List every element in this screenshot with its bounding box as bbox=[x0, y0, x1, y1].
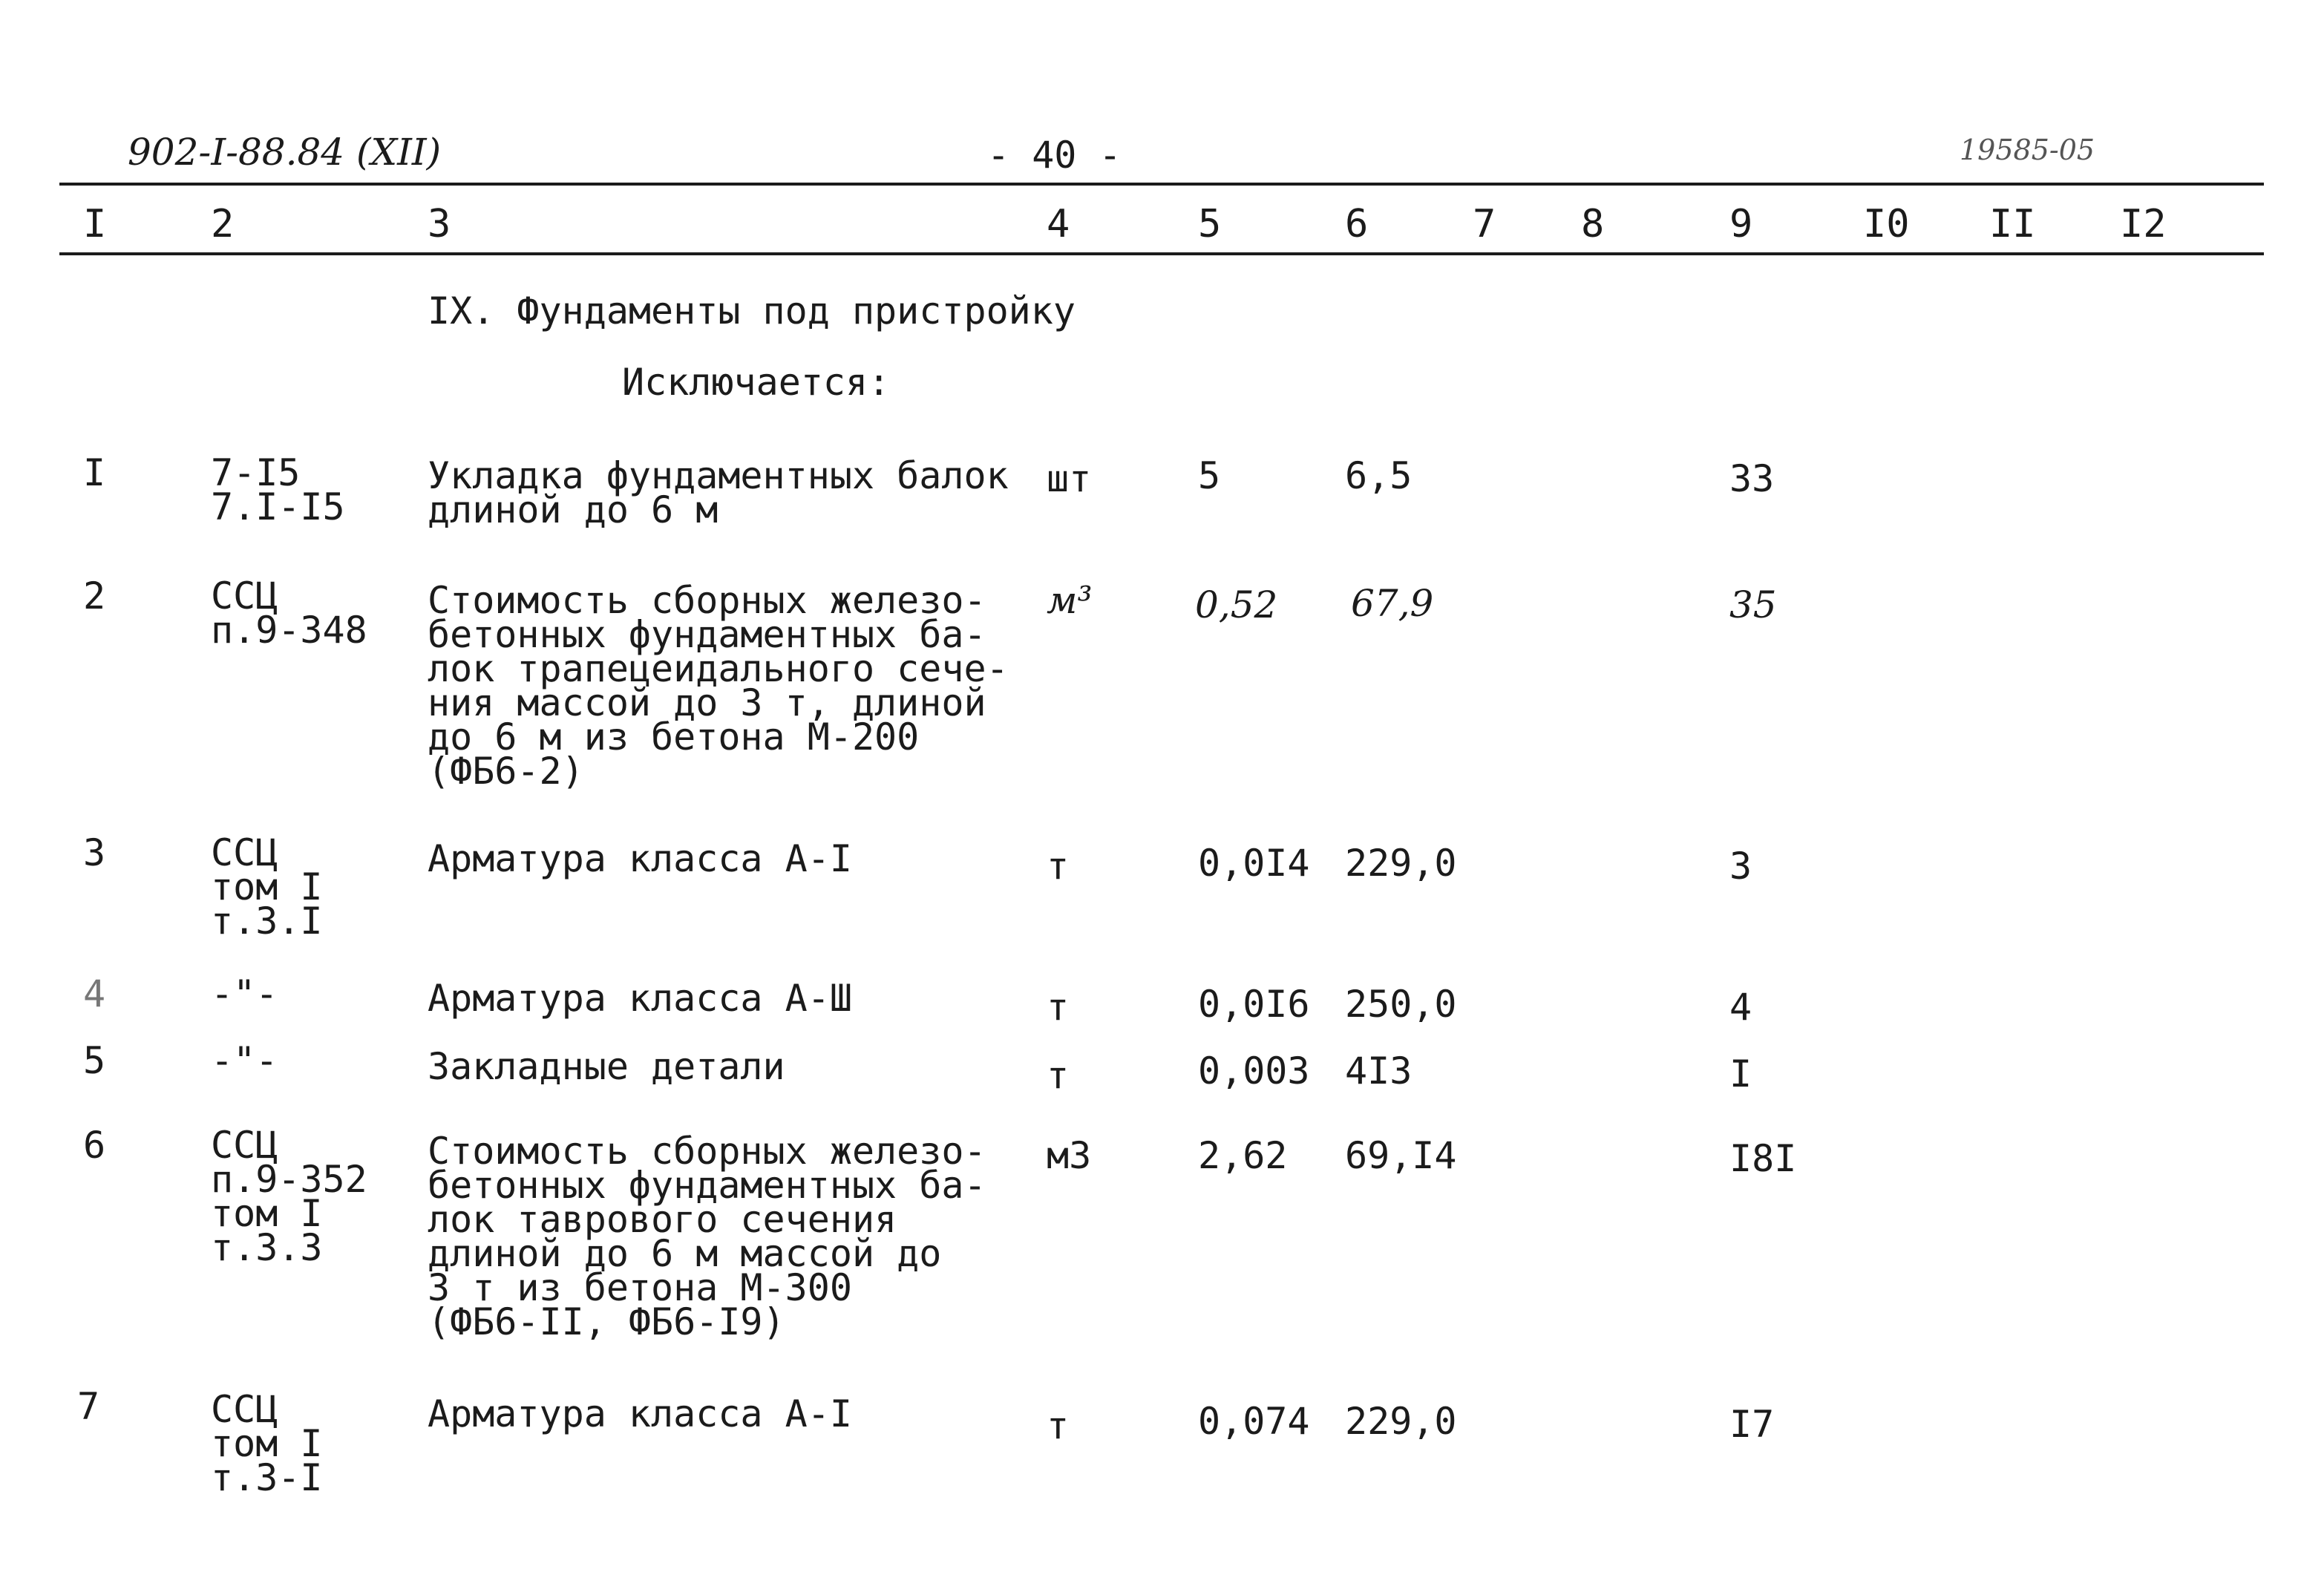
column-number-4: 4 bbox=[1047, 202, 1070, 246]
unit: т bbox=[1047, 1054, 1070, 1097]
row-number: 4 bbox=[83, 972, 106, 1015]
unit: т bbox=[1047, 1404, 1070, 1447]
column-number-6: 6 bbox=[1345, 202, 1369, 246]
row-number: 6 bbox=[83, 1124, 106, 1167]
rate-code: ССЦ том I т.3.I bbox=[211, 831, 323, 943]
row-number: 5 bbox=[83, 1039, 106, 1082]
total-cost: 3 bbox=[1729, 845, 1752, 888]
rate-code: 7-I5 7.I-I5 bbox=[211, 451, 345, 528]
document-code: 902-I-88.84 (XII) bbox=[128, 131, 442, 174]
unit-price: 67,9 bbox=[1351, 582, 1434, 625]
rate-code: -"- bbox=[211, 1039, 278, 1082]
work-description: Закладные детали bbox=[428, 1045, 785, 1088]
unit: т bbox=[1047, 986, 1070, 1029]
unit: м3 bbox=[1047, 1134, 1092, 1177]
work-description: Стоимость сборных железо- бетонных фундаментных ба- лок таврового сечения длиной до 6 м массой до 3 т из бетона М-300 (ФБ6-II, ФБ6-I9) bbox=[428, 1130, 986, 1343]
work-description: Стоимость сборных железо- бетонных фундаментных ба- лок трапецеидального сече- ния массой до 3 т, длиной до 6 м из бетона М-200 (ФБ6-2) bbox=[428, 579, 1009, 793]
unit: шт bbox=[1047, 457, 1092, 500]
section-title: IX. Фундаменты под пристройку bbox=[428, 289, 1076, 333]
column-number-9: 9 bbox=[1729, 202, 1753, 246]
work-description: Арматура класса А-I bbox=[428, 1392, 852, 1435]
column-number-10: I0 bbox=[1863, 202, 1910, 246]
unit-price: 6,5 bbox=[1345, 454, 1413, 497]
total-cost: I7 bbox=[1729, 1403, 1775, 1446]
total-cost: 33 bbox=[1729, 457, 1775, 500]
quantity: 0,074 bbox=[1198, 1400, 1310, 1443]
row-number: 7 bbox=[77, 1385, 100, 1428]
rate-code: ССЦ том I т.3-I bbox=[211, 1388, 323, 1499]
header-rule-top bbox=[59, 183, 2264, 186]
column-number-7: 7 bbox=[1473, 202, 1496, 246]
quantity: 5 bbox=[1198, 454, 1221, 497]
column-number-11: II bbox=[1989, 202, 2036, 246]
quantity: 2,62 bbox=[1198, 1134, 1288, 1177]
rate-code: -"- bbox=[211, 972, 278, 1015]
total-cost: 35 bbox=[1729, 583, 1777, 626]
unit-price: 229,0 bbox=[1345, 1400, 1457, 1443]
rate-code: ССЦ п.9-348 bbox=[211, 574, 367, 652]
column-number-5: 5 bbox=[1198, 202, 1222, 246]
section-subtitle: Исключается: bbox=[622, 361, 891, 404]
unit-price: 250,0 bbox=[1345, 983, 1457, 1026]
column-number-3: 3 bbox=[428, 202, 451, 246]
unit: м³ bbox=[1047, 579, 1093, 622]
column-number-2: 2 bbox=[211, 202, 235, 246]
unit-price: 229,0 bbox=[1345, 842, 1457, 885]
column-number-8: 8 bbox=[1581, 202, 1605, 246]
work-description: Укладка фундаментных балок длиной до 6 м bbox=[428, 454, 1009, 531]
total-cost: I bbox=[1729, 1052, 1752, 1095]
quantity: 0,0I6 bbox=[1198, 983, 1310, 1026]
rate-code: ССЦ п.9-352 том I т.3.3 bbox=[211, 1124, 367, 1269]
row-number: 3 bbox=[83, 831, 106, 874]
unit: т bbox=[1047, 845, 1070, 888]
column-number-12: I2 bbox=[2120, 202, 2167, 246]
row-number: 2 bbox=[83, 574, 106, 618]
row-number: I bbox=[83, 451, 106, 494]
quantity: 0,52 bbox=[1195, 583, 1278, 626]
page-number: - 40 - bbox=[987, 134, 1122, 177]
column-number-1: I bbox=[83, 202, 107, 246]
unit-price: 69,I4 bbox=[1345, 1134, 1457, 1177]
total-cost: 4 bbox=[1729, 986, 1752, 1029]
work-description: Арматура класса А-Ш bbox=[428, 977, 852, 1020]
quantity: 0,003 bbox=[1198, 1049, 1310, 1093]
archive-number: 19585-05 bbox=[1960, 134, 2095, 166]
header-rule-bottom bbox=[59, 252, 2264, 255]
total-cost: I8I bbox=[1729, 1137, 1797, 1180]
work-description: Арматура класса А-I bbox=[428, 837, 852, 880]
unit-price: 4I3 bbox=[1345, 1049, 1413, 1093]
quantity: 0,0I4 bbox=[1198, 842, 1310, 885]
